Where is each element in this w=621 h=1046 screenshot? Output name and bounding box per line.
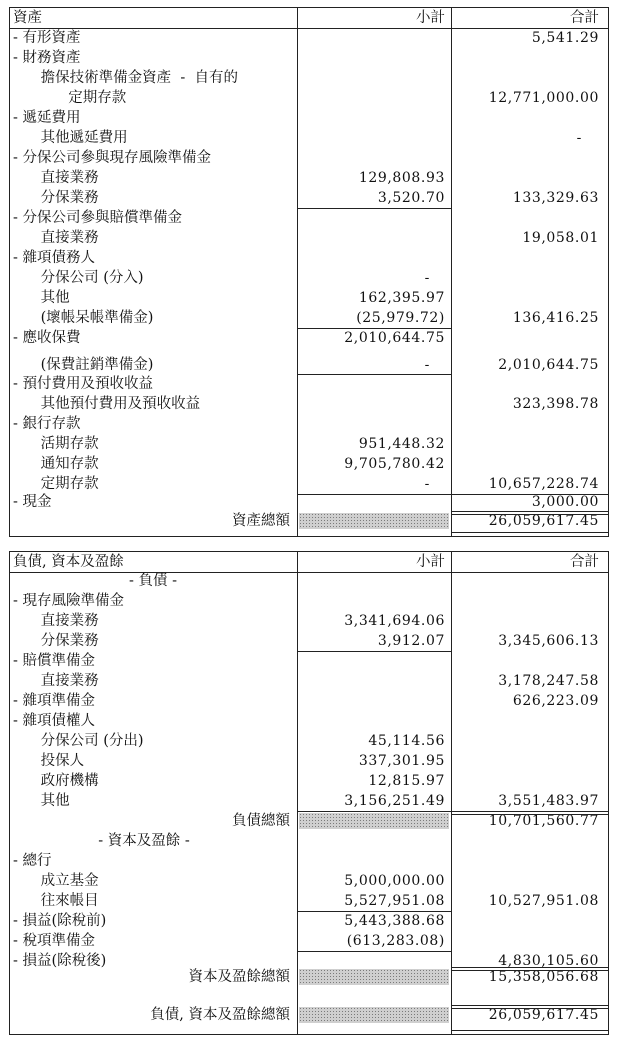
table-row: 分保公司 (分出) 45,114.56	[13, 733, 445, 749]
table-row: - 稅項準備金 (613,283.08)	[13, 933, 445, 949]
table-row: 其他預付費用及預收收益 323,398.78	[13, 396, 599, 412]
grand-total-label: 負債, 資本及盈餘總額	[150, 1007, 290, 1023]
table-row: - 損益(除稅後) 4,830,105.60	[10, 951, 608, 971]
table-row: 其他 3,156,251.49 3,551,483.97	[13, 793, 599, 809]
assets-title: 資產	[13, 10, 42, 26]
table-row: - 賠償準備金	[10, 651, 608, 671]
table-row: 往來帳目 5,527,951.08 10,527,951.08	[13, 893, 599, 909]
capital-total-row	[10, 967, 608, 987]
table-row: 擔保技術準備金資產 - 自有的	[13, 70, 238, 86]
assets-total-header: 合計	[570, 10, 599, 26]
table-row: - 現存風險準備金	[13, 593, 125, 609]
table-row: 直接業務 129,808.93	[13, 170, 445, 186]
table-row: 分保業務 3,520.70 133,329.63	[13, 190, 599, 206]
assets-total-label: 資產總額	[232, 513, 290, 529]
table-row: 定期存款 12,771,000.00	[13, 90, 599, 106]
grand-total-row	[10, 1005, 608, 1025]
table-row: 直接業務 3,341,694.06	[13, 613, 445, 629]
table-row: - 有形資產 5,541.29	[13, 30, 599, 46]
assets-total-value: 26,059,617.45	[488, 513, 599, 529]
grand-total-value: 26,059,617.45	[488, 1007, 599, 1023]
table-row: 活期存款 951,448.32	[13, 436, 445, 452]
table-row: - 損益(除稅前) 5,443,388.68	[10, 911, 608, 931]
liabilities-subtotal-header: 小計	[416, 554, 445, 570]
liabilities-total-value: 10,701,560.77	[488, 813, 599, 829]
liabilities-header	[10, 552, 608, 573]
table-row: 成立基金 5,000,000.00	[13, 873, 445, 889]
liabilities-table	[9, 551, 609, 1035]
double-rule	[10, 532, 608, 536]
liabilities-total-header: 合計	[570, 554, 599, 570]
table-row: - 預付費用及預收收益	[10, 374, 608, 394]
assets-total-row	[10, 511, 608, 531]
table-row: 政府機構 12,815.97	[13, 773, 445, 789]
table-row: (壞帳呆帳準備金) (25,979.72) 136,416.25	[13, 310, 599, 326]
table-row: 定期存款 - 10,657,228.74	[13, 476, 599, 492]
table-row: 其他遞延費用 -	[13, 130, 582, 146]
shaded-cell	[299, 969, 449, 985]
shaded-cell	[299, 1007, 449, 1023]
table-row: - 雜項準備金 626,223.09	[13, 693, 599, 709]
table-row: - 雜項債權人	[13, 713, 96, 729]
assets-subtotal-header: 小計	[416, 10, 445, 26]
table-row: - 銀行存款	[13, 416, 81, 432]
table-row: (保費註銷準備金) - 2,010,644.75	[13, 357, 599, 373]
table-row: - 財務資產	[13, 50, 81, 66]
table-row: 其他 162,395.97	[13, 290, 445, 306]
capital-total-label: 資本及盈餘總額	[188, 969, 290, 985]
table-row: - 遞延費用	[13, 110, 81, 126]
table-row: 直接業務 19,058.01	[13, 230, 599, 246]
shaded-cell	[299, 513, 449, 529]
table-row: 投保人 337,301.95	[13, 753, 445, 769]
table-row: - 現金 3,000.00	[10, 494, 608, 511]
liabilities-total-row	[10, 811, 608, 831]
table-row: - 總行	[13, 853, 52, 869]
table-row: 通知存款 9,705,780.42	[13, 456, 445, 472]
table-row: 直接業務 3,178,247.58	[13, 673, 599, 689]
table-row: - 應收保費 2,010,644.75	[10, 328, 608, 348]
table-row: - 雜項債務人	[13, 250, 96, 266]
liabilities-title: 負債, 資本及盈餘	[13, 554, 124, 570]
assets-header	[10, 8, 608, 29]
assets-table	[9, 7, 609, 537]
table-row: 分保業務 3,912.07 3,345,606.13	[13, 633, 599, 649]
section-heading: - 資本及盈餘 -	[98, 833, 190, 849]
table-row: - 分保公司參與現存風險準備金	[13, 150, 212, 166]
shaded-cell	[299, 813, 449, 829]
double-rule	[10, 1030, 608, 1034]
section-heading: - 負債 -	[128, 573, 178, 589]
table-row: 分保公司 (分入) -	[13, 270, 430, 286]
capital-total-value: 15,358,056.68	[488, 969, 599, 985]
liabilities-total-label: 負債總額	[232, 813, 290, 829]
table-row: - 分保公司參與賠償準備金	[10, 208, 608, 228]
